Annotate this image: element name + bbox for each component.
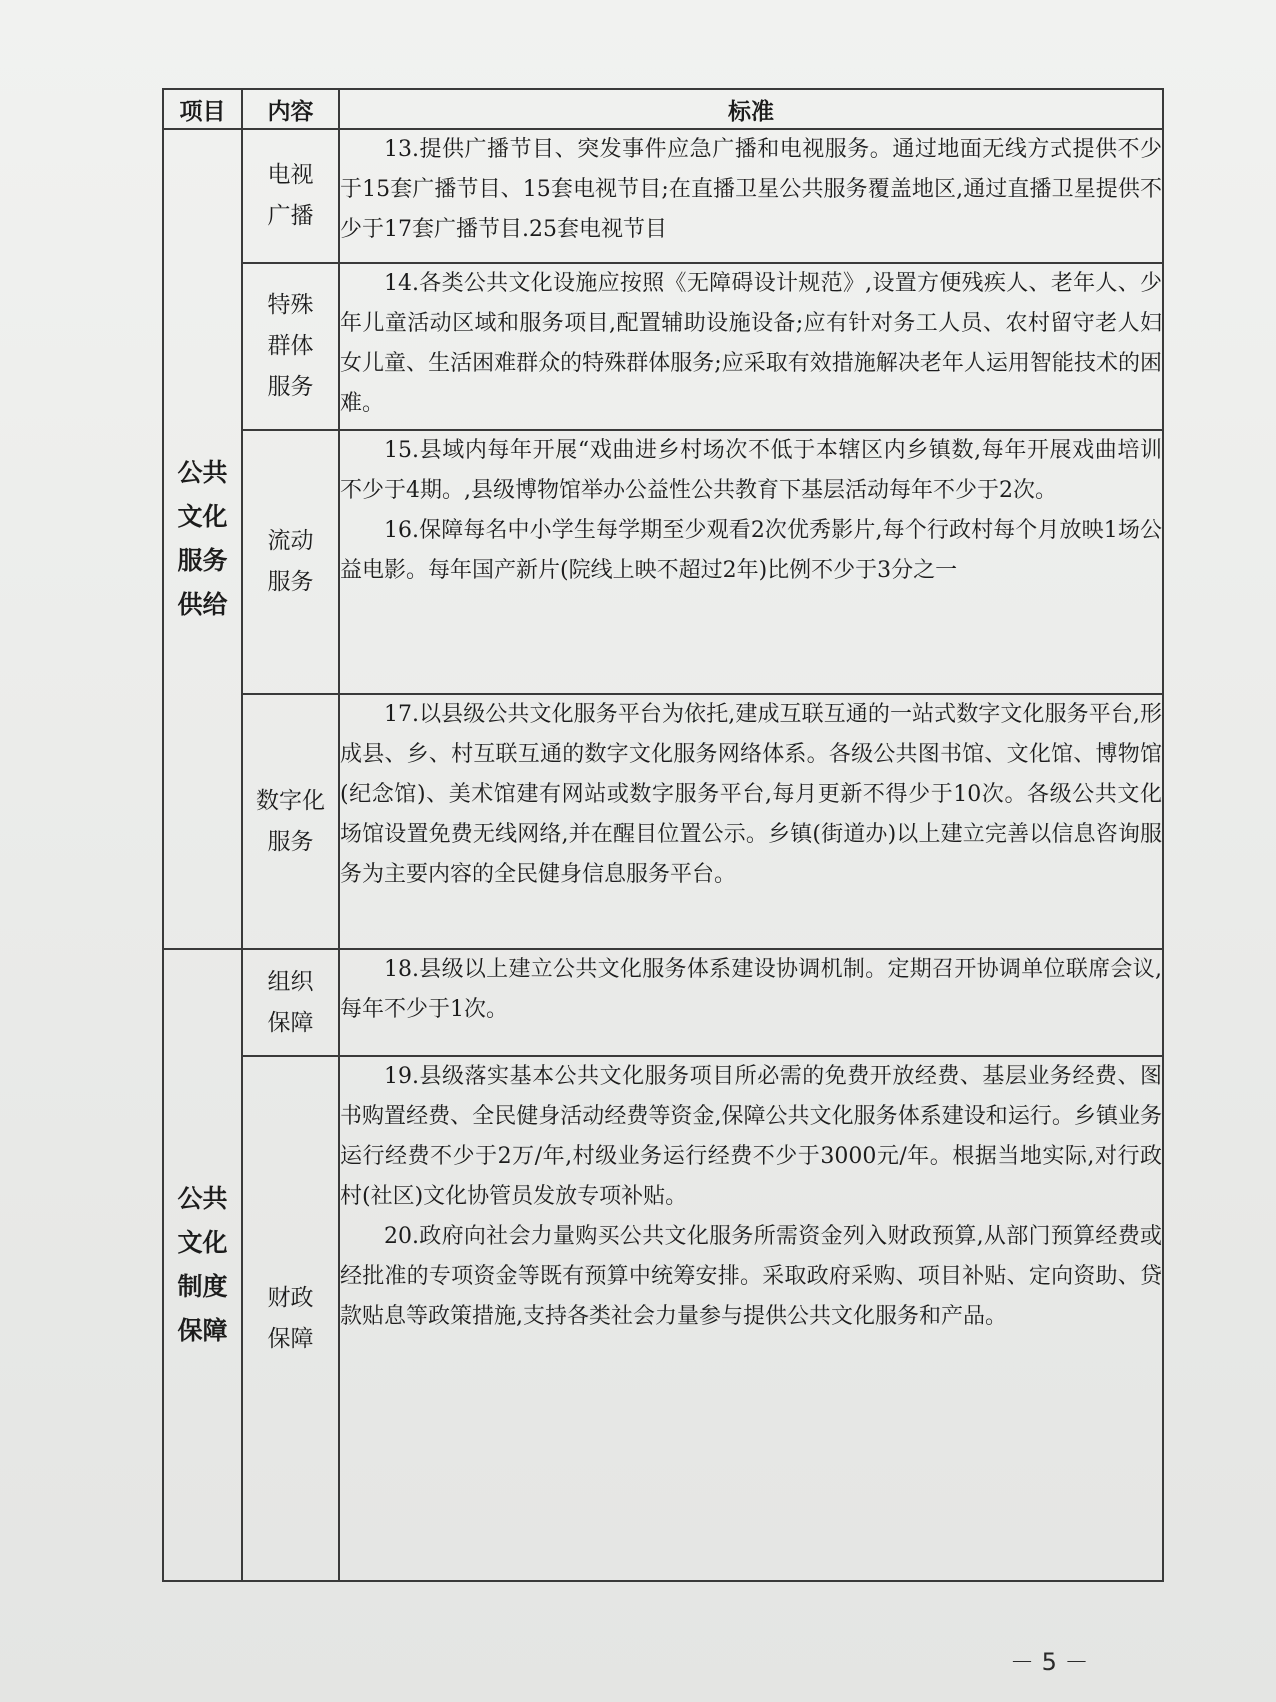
- content-cell: [242, 1056, 339, 1581]
- header-content: 内容: [242, 89, 339, 129]
- standard-paragraph: 19.县级落实基本公共文化服务项目所必需的免费开放经费、基层业务经费、图书购置经费、全民健身活动经费等资金,保障公共文化服务体系建设和运行。乡镇业务运行经费不少于2万/年,村级业务运行经费不少于3000元/年。根据当地实际,对行政村(社区)文化协管员发放专项补贴。: [340, 1064, 1162, 1209]
- standard-paragraph: 14.各类公共文化设施应按照《无障碍设计规范》,设置方便残疾人、老年人、少年儿童活动区域和服务项目,配置辅助设施设备;应有针对务工人员、农村留守老人妇女儿童、生活困难群众的特殊群体服务;应采取有效措施解决老年人运用智能技术的困难。: [340, 271, 1162, 416]
- table-row: [163, 129, 1163, 263]
- content-label: 电视广播: [267, 162, 314, 229]
- standard-paragraph: 16.保障每名中小学生每学期至少观看2次优秀影片,每个行政村每个月放映1场公益电影。每年国产新片(院线上映不超过2年)比例不少于3分之一: [340, 518, 1162, 583]
- standard-cell: [339, 1056, 1163, 1581]
- category-cell: [163, 949, 242, 1581]
- content-label: 特殊群体服务: [267, 292, 314, 400]
- content-label: 财政保障: [267, 1284, 314, 1352]
- content-label: 流动服务: [267, 528, 314, 595]
- table-row: [163, 694, 1163, 949]
- standard-cell: [339, 430, 1163, 694]
- table-row: [163, 430, 1163, 694]
- table-row: [163, 949, 1163, 1056]
- content-cell: [242, 949, 339, 1056]
- standard-paragraph: 15.县域内每年开展“戏曲进乡村场次不低于本辖区内乡镇数,每年开展戏曲培训不少于4期。,县级博物馆举办公益性公共教育下基层活动每年不少于2次。: [340, 438, 1162, 503]
- content-label: 数字化服务: [256, 787, 325, 855]
- table-row: [163, 263, 1163, 430]
- standards-table: [162, 88, 1164, 1582]
- standard-paragraph: 17.以县级公共文化服务平台为依托,建成互联互通的一站式数字文化服务平台,形成县、乡、村互联互通的数字文化服务网络体系。各级公共图书馆、文化馆、博物馆(纪念馆)、美术馆建有网站或数字服务平台,每月更新不得少于10次。各级公共文化场馆设置免费无线网络,并在醒目位置公示。乡镇(街道办)以上建立完善以信息咨询服务为主要内容的全民健身信息服务平台。: [340, 702, 1162, 887]
- header-standard: 标准: [339, 89, 1163, 129]
- standard-cell: [339, 949, 1163, 1056]
- header-project: 项目: [163, 89, 242, 129]
- content-cell: [242, 694, 339, 949]
- page-number: － 5 －: [1010, 1648, 1089, 1676]
- content-cell: [242, 263, 339, 430]
- table-header-row: [163, 89, 1163, 129]
- content-label: 组织保障: [267, 968, 314, 1036]
- standard-cell: [339, 129, 1163, 263]
- category-label: 公共文化制度保障: [177, 1184, 228, 1345]
- standard-paragraph: 20.政府向社会力量购买公共文化服务所需资金列入财政预算,从部门预算经费或经批准的专项资金等既有预算中统筹安排。采取政府采购、项目补贴、定向资助、贷款贴息等政策措施,支持各类社会力量参与提供公共文化服务和产品。: [340, 1224, 1162, 1329]
- standard-paragraph: 13.提供广播节目、突发事件应急广播和电视服务。通过地面无线方式提供不少于15套广播节目、15套电视节目;在直播卫星公共服务覆盖地区,通过直播卫星提供不少于17套广播节目.25套电视节目: [340, 137, 1162, 242]
- table-row: [163, 1056, 1163, 1581]
- standard-cell: [339, 263, 1163, 430]
- content-cell: [242, 430, 339, 694]
- content-cell: [242, 129, 339, 263]
- category-cell: [163, 129, 242, 949]
- category-label: 公共文化服务供给: [177, 458, 228, 619]
- standard-paragraph: 18.县级以上建立公共文化服务体系建设协调机制。定期召开协调单位联席会议,每年不少于1次。: [340, 957, 1162, 1022]
- standard-cell: [339, 694, 1163, 949]
